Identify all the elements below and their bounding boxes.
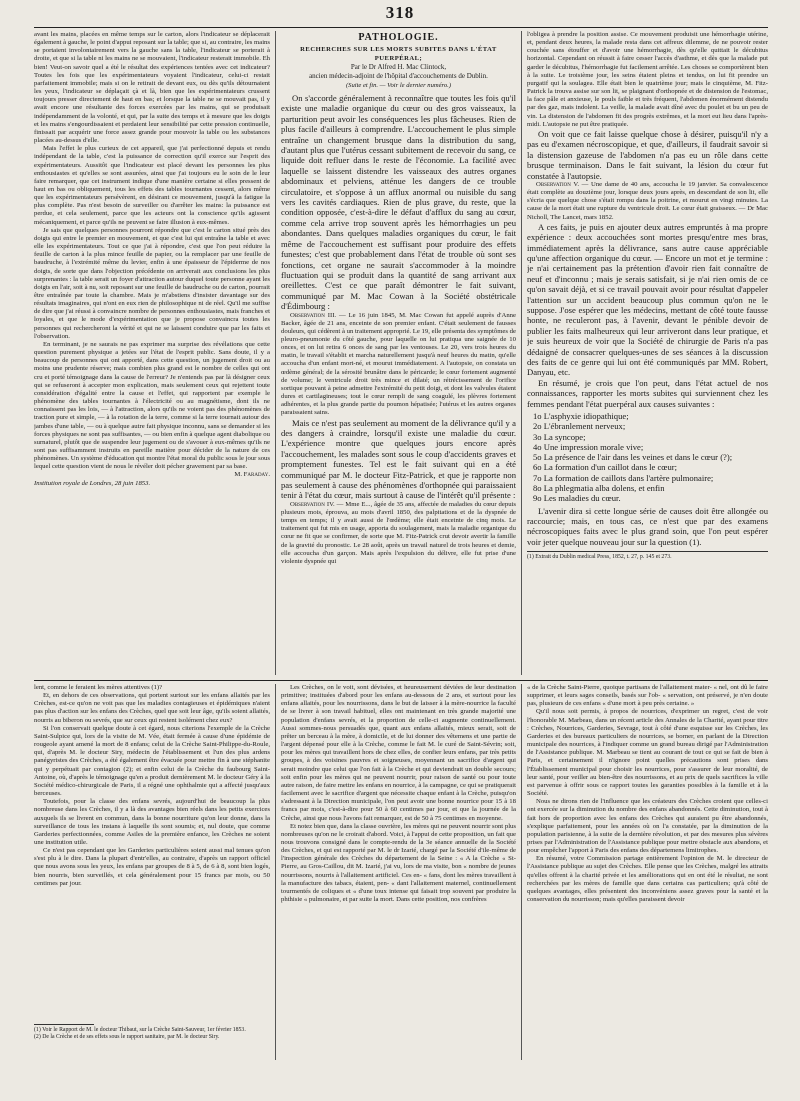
section-title: PATHOLOGIE. xyxy=(358,32,439,43)
creches-paragraph-8: « de la Crèche Saint-Pierre, quoique partisans de l'allaitement mater- « nel, ont dû le faire supprimer, et leurs sages conseils, basés sur l'ob- « servation, ont préservé, je n'en doute pas, plusieurs de ces enfans « d'une mort à peu près certaine. » xyxy=(527,684,768,708)
column-divider xyxy=(275,684,276,1060)
faraday-paragraph-2: Mais l'effet le plus curieux de cet appareil, que j'ai perfectionné depuis et rendu indépendant de la table, c'est la puissance de correction qu'il exerce sur l'esprit des expérimentateurs. Aussitôt que l'indicateur est placé devant les personnes les plus enthousiastes et qu'elles se sont assurées, ainsi que j'ai toujours eu le soin de le leur faire remarquer, que cet instrument indique d'une manière certaine si elles pressent de haut en bas ou obliquement, tous les effets des tables tournantes cessent, alors même que les expérimentateurs persévèrent, en désirant ce mouvement, jusqu'à la fatigue la plus complète. Pas n'est besoin de surveiller ou d'arrêter les mains: la puissance est perdue, et cela seulement, parce que les acteurs ont la conscience qu'ils agissent mécaniquement, et parce qu'ils ne peuvent se faire illusion à eux-mêmes. xyxy=(34,145,270,226)
creches-paragraph-4: Toutefois, pour la classe des enfans sevrés, aujourd'hui de beaucoup la plus nombreuse dans les Crèches, il y a là des avantages bien réels dans les petits exercices auxquels ils se livrent en commun, dans la bonne nourriture qu'on leur donne, dans la surveillance de tous les instans à laquelle ils sont soumis; et, nul doute, que comme Garderies perfectionnées, comme Asiles de la première enfance, les Crèches ne soient une institution utile. xyxy=(34,798,270,846)
top-column-1 xyxy=(34,31,270,675)
list-item: 5o La présence de l'air dans les veines et dans le cœur (?); xyxy=(533,452,733,463)
top-column-3 xyxy=(527,31,768,675)
faraday-paragraph-1: avant les mains, placées en même temps sur le carton, alors l'indicateur se déplacerait également à gauche, le point d'appui reposant sur la table; que si, au contraire, les mains se portaient involontairement vers la gauche sans la table, l'indicateur se porterait à droite, et que si la table ni les mains ne se mouvaient, l'indicateur resterait immobile. Eh bien! Veut-on savoir quel a été le résultat des expériences tentées avec cet indicateur? Toutes les fois que les expérimentateurs voyaient l'indicateur, celui-ci restait parfaitement immobile; mais si on le retirait de devant eux, ou dès qu'ils détournaient les yeux, l'indicateur se déplaçait çà et là, bien que les expérimentateurs crussent toujours presser directement de haut en bas; et lorsque la table ne se mouvait pas, il y avait encore une résultante des forces exercées par les mains, qui se produisait indépendamment de la volonté, et qui, par la suite des temps et à mesure que les doigts et les mains s'engourdissaient et perdaient leur sensibilité par cette pression continuelle, finissait par acquérir une force assez grande pour mouvoir la table ou les substances placées au-dessus d'elle. xyxy=(34,31,270,145)
article-affiliation: ancien médecin-adjoint de l'hôpital d'accouchements de Dublin. xyxy=(309,72,488,80)
creches-paragraph-6: Les Crèches, on le voit, sont dévisées, et heureusement déviées de leur destination primitive; instituées d'abord pour les enfans au-dessous de 2 ans, et surtout pour les enfans allaités, pour les nourrissons, dans le but de laisser à la mère-nourrice la faculté de se livrer à son travail habituel, elles ont maintenant en très grande majorité une population d'enfans sevrés, et la proportion de celle-ci augmente continuellement. Aussi sommes-nous persuadés que, quant aux enfans allaités, mieux serait, soit de prêter un berceau à la mère, à domicile, et de lui donner des vêtemens et une partie de l'argent dépensé pour elle à la Crèche, comme le fait M. le curé de Saint-Sévrin; soit, pour les mères qui travaillent hors de chez elles, de confier leurs enfans, par très petits groupes, à des voisines pauvres et soigneuses, moyennant un sacrifice d'argent qui serait moindre que celui que l'on fait à la Crèche et qui deviendrait un double secours; soit enfin pour les mères qui ne peuvent nourrir, pour raison de santé ou pour toute autre raison, de faire mettre les enfans en nourrice, à la campagne, ce qui se pratiquerait facilement avec le sacrifice d'argent que nécessite chaque enfant à la Crèche, puisqu'on s'adressant à la Direction municipale, l'on peut avoir une bonne nourrice pour 15 à 18 francs par mois, c'est-à-dire pour 50 à 60 centimes par jour, et que la journée de la Crèche, ainsi que nous l'avons fait remarquer, est de 50 à 75 centimes en moyenne. xyxy=(281,684,516,822)
list-item: 3o La syncope; xyxy=(533,431,586,442)
observation-5-text: — Une dame de 40 ans, accoucha le 19 janvier. Sa convalescence était complète au douzième jour, lorsque deux jours après, en descendant de son lit, elle s'écria que quelque chose s'était rompu dans la poitrine, et mourut en vingt minutes. La cause de la mort était une rupture du ventricule droit. Le cœur était graisseux. — Dr Mac Nicholl, The Lancet, mars 1852. xyxy=(527,180,768,221)
observation-4-label: Observation IV. xyxy=(290,500,335,508)
continuation-paragraph: l'obligea à prendre la position assise. Ce mouvement produisit une hémorrhagie utérine, et, pendant deux heures, la malade resta dans cet affreux dilemme, de ne pouvoir rester couchée sans étouffer et d'avoir une hémorrhagie, dès qu'elle quittait le décubitus horizontal. Cependant on réussit à faire cesser l'accès d'asthme, et dès que la malade put garder le décubitus, l'hémorrhagie fut facilement arrêtée. Les choses se comportèrent bien à la suite. Le troisième jour, les seins étaient pleins et tendus, on lui fit prendre un purgatif qui la soulagea. Elle était bien le quatrième jour; mais le cinquième, M. Fitz-Patrick la trouva assise sur son lit, se plaignant d'orthopnée et de distension de l'estomac, la face pâle et anxieuse, le pouls faible et très fréquent, l'abdomen énormément distendu par des gaz, mais indolent. La veille, la malade avait dîné avec du poulet et bu un peu de vin. La distension de l'abdomen fit des progrès extrêmes, et la mort eut lieu dans l'après-midi. L'autopsie ne put être pratiquée. xyxy=(527,31,768,128)
observation-4-text: — Mme E..., âgée de 35 ans, affectée de maladies du cœur depuis plusieurs mois, éprouva, au mois d'avril 1850, des palpitations et de la dyspnée de temps en temps; il y avait aussi de l'œdème; elle était enceinte de cinq mois. Le traitement qui fut mis en usage, apporta du soulagement, mais la maladie organique du cœur ne fit que se confirmer, de sorte que M. Fitz-Patrick crut devoir avertir la famille de la gravité du pronostic. Le 28 août, après un travail naturel de trois heures et demie, elle accoucha d'un garçon. Mais après l'expulsion du délivre, elle fut prise d'une violente dyspnée qui xyxy=(281,500,516,565)
middle-text xyxy=(281,418,516,501)
faraday-paragraph-3: Je sais que quelques personnes pourront répondre que c'est le carton situé près des doigts qui entre le premier en mouvement, et que c'est lui qui entraîne la table et avec elle les expérimentateurs. Tout ce que j'ai à répondre, c'est que l'on peut réduire la feuille de carton à la plus mince feuille de papier, ou la remplacer par une feuille de baudruche, à l'extrémité même du levier, enfin à une épaisseur de l'épiderme de nos doigts, de sorte que dans l'objection précédente on arriverait aux conclusions les plus surprenantes : la table serait un foyer d'attraction autour duquel toute personne ayant les doigts en l'air, soit à nu, soit reposant sur une feuille de baudruche ou de carton, pourrait être entraînée par toute la chambre. Mais je m'abstiens d'insister davantage sur des résultats imaginaires, qui n'ont en eux rien de philosophique ni de réel. Qu'il me suffise de dire que j'ai réussi à convaincre nombre de personnes enthousiastes, mais franches et loyales, et que le mode d'expérimentation que je propose convaincra toutes les personnes qui rechercheront la vérité et qui ne se laissent conduire que par les faits et l'observation. xyxy=(34,226,270,340)
column-divider xyxy=(521,31,522,675)
column-divider xyxy=(275,31,276,675)
page-number: 318 xyxy=(385,3,415,22)
observation-5 xyxy=(527,181,768,222)
section-rule xyxy=(34,680,768,681)
footnote-rule xyxy=(34,1024,94,1025)
observation-3 xyxy=(281,312,516,418)
article-title: RECHERCHES SUR LES MORTS SUBITES DANS L'ÉTAT PUERPÉRAL; xyxy=(300,46,497,62)
middle-paragraph: Mais ce n'est pas seulement au moment de la délivrance qu'il y a des dangers à craindre, lorsqu'il existe une maladie du cœur. L'expérience montre que quelques jours encore après l'accouchement, les malades sont sous le coup d'accidents graves et promptement funestes. Tel est le fait suivant qui en a été communiqué par M. le docteur Fitz-Patrick, et que je rapporte non pas seulement à cause des phénomènes d'orthopnée qui paraissaient tenir à l'état du cœur, mais surtout à cause de l'intérêt qu'il présente : xyxy=(281,417,516,501)
bottom-footnotes xyxy=(34,1024,270,1041)
column-divider xyxy=(521,684,522,1060)
list-item: 1o L'asphyxie idiopathique; xyxy=(533,411,629,421)
creches-paragraph-1: lent, comme le feraient les mères attentives (1)? xyxy=(34,684,163,691)
faraday-signature: M. Faraday. xyxy=(234,471,270,479)
footnote: (2) De la Crèche et de ses effets sous le rapport sanitaire, par M. le docteur Siry. xyxy=(34,1034,220,1040)
list-item: 9o Les maladies du cœur. xyxy=(533,493,621,504)
footnote: (1) Voir le Rapport de M. le docteur Thibaut, sur la Crèche Saint-Sauveur, 1er février 1853. xyxy=(34,1027,246,1033)
observation-3-label: Observation III. xyxy=(290,311,337,319)
observation-4 xyxy=(281,501,516,566)
discussion-text xyxy=(527,129,768,181)
conclusion-paragraph-2: En résumé, je crois que l'on peut, dans l'état actuel de nos connaissances, rapporter les morts subites qui surviennent chez les femmes pendant l'état puerpéral aux causes suivantes : xyxy=(527,377,768,409)
bottom-column-3 xyxy=(527,684,768,1060)
list-item: 4o Une impression morale vive; xyxy=(533,441,644,452)
header-rule xyxy=(34,27,768,28)
creches-paragraph-10: Nous ne dirons rien de l'influence que les créateurs des Crèches croient que celles-ci ont exercée sur la diminution du nombre des enfans abandonnés. Cette diminution, tout à fait hors de proportion avec les enfans des Crèches qui auraient pu être abandonnés, s'explique parfaitement, pour les années où on l'a constatée, par la diminution de la population parisienne, à la suite de la dernière révolution, et par des mesures plus sévères prises par l'Administration de l'Assistance publique pour mettre obstacle aux abandons, et pour empêcher l'apport à Paris des enfans des départemens limitrophes. xyxy=(527,798,768,855)
article-continuation-note: (Suite et fin. — Voir le dernier numéro.) xyxy=(345,82,452,89)
creches-paragraph-2: Et, en dehors de ces observations, qui portent surtout sur les enfans allaités par les Crèches, est-ce qu'on ne voit pas que les maladies contagieuses et épidémiques n'aient pas plus d'action sur les enfans des Crèches, quel que soit leur âge, qu'ils soient allaités, nourris au biberon ou sevrés, que sur ceux qui restent isolément chez eux? xyxy=(34,692,270,724)
discussion-paragraph: On voit que ce fait laisse quelque chose à désirer, puisqu'il n'y a pas eu d'examen nécroscopique, et que, d'ailleurs, il faudrait savoir si la distension gazeuse de l'abdomen n'a pas eu un rôle dans cette brusque terminaison. Dans le fait suivant, la lésion du cœur fut constatée à l'autopsie. xyxy=(527,128,768,181)
bottom-column-2 xyxy=(281,684,516,1060)
final-paragraph: L'avenir dira si cette longue série de causes doit être allongée ou raccourcie; mais, en tous cas, ce n'est que par des examens nécroscopiques faits avec le plus grand soin, que l'on peut espérer voir jeter quelque nouveau jour sur la question (1). xyxy=(527,505,768,547)
creches-paragraph-9: Qu'il nous soit permis, à propos de nourrices, d'exprimer un regret, c'est de voir l'honorable M. Marbeau, dans un récent article des Annales de la Charité, ayant pour titre : Crèches, Nourrices, Garderies, Sevrage, tout à côté d'une esquisse sur les Crèches, les Garderies et des bureaux particuliers de nourrices, se borner, en parlant de la Direction municipale des nourrices, à l'indiquer comme un grand bureau dirigé par l'Administration de l'Assistance publique. M. Marbeau se tient au courant de tout ce qui se fait de bien à Paris, et certainement il n'ignore point quelles précautions sont prises dans l'Établissement municipal pour choisir les nourrices, pour s'assurer de leur moralité, de leur santé, pour veiller au bien-être des nourrissons, et au prix de quels sacrifices la ville est parvenue à offrir sous ce rapport toutes les garanties possibles à la famille et à la Société. xyxy=(527,708,768,798)
intro-paragraph: On s'accorde généralement à reconnaître que toutes les fois qu'il existe une maladie organique du cœur ou des gros vaisseaux, la parturition peut avoir les conséquences les plus fâcheuses. Rien de plus facile d'ailleurs à comprendre. L'accouchement le plus simple entraîne un changement brusque dans la distribution du sang, d'autant plus que l'utérus cessant subitement de recevoir du sang, ce liquide doit refluer dans le reste de l'économie. La facilité avec laquelle se laissent distendre les vaisseaux des autres organes abdominaux et pelviens, atténue les dangers de ce trouble circulatoire, et s'oppose à un afflux anormal ou nuisible du sang vers les cavités cardiaques. Rien de plus grave, du reste, que la condition opposée, c'est-à-dire le défaut d'afflux du sang au cœur, comme cela arrive trop souvent après les hémorrhagies un peu abondantes. Dans quelques maladies organiques du cœur, le fait même de l'accouchement est suffisant pour produire des effets funestes; c'est que probablement dans l'état de trouble où sont ses fonctions, cet organe ne saurait s'accommoder à la moindre fluctuation qui se produit dans la quantité de sang arrivant aux oreillettes. C'est ce que paraît démontrer le fait suivant, communiqué par M. Mac Cowan à la Société obstétricale d'Édimbourg : xyxy=(281,93,516,312)
observation-5-label: Observation V. xyxy=(536,180,580,188)
conclusion-paragraph-1: A ces faits, je puis en ajouter deux autres empruntés à ma propre expérience : deux accouchées sont mortes presqu'entre mes bras, immédiatement après la délivrance, sans autre cause appréciable qu'une affection organique du cœur. — Encore un mot et je termine : je n'ai certainement pas la prétention d'avoir rien fait connaître de neuf et d'inconnu ; mais je serais satisfait, si je n'ai rien omis de ce qu'on savait déjà, et si ce travail pouvait avoir pour résultat d'appeler l'attention sur un accident beaucoup plus commun qu'on ne le suppose. J'ose espérer que les médecins, mettant de côté toute fausse honte, ne reculeront pas, à l'avenir, devant le pénible devoir de publier les faits malheureux qui leur arriveront dans leur pratique, et je suis heureux de voir que la Société de chirurgie de Paris n'a pas dédaigné de consacrer quelques-unes de ses séances à la discussion des faits de ce genre qui lui ont été communiqués par MM. Robert, Danyau, etc. xyxy=(527,221,768,378)
creches-paragraph-11: En résumé, votre Commission partage entièrement l'opinion de M. le directeur de l'Assistance publique au sujet des Crèches. Elle pense que les Crèches, malgré les attraits qu'elles offrent à la charité privée et les améliorations qui en ont été le résultat, ne sont recherchées par les mères de famille que dans certains cas particuliers; qu'à côté de quelques avantages, elles présentent des inconvéniens assez graves pour la santé et la conservation du nourrisson; mais qu'elles paraissent devoir xyxy=(527,855,768,904)
list-item: 6o La formation d'un caillot dans le cœur; xyxy=(533,462,678,473)
causes-list xyxy=(533,411,768,504)
conclusion-text xyxy=(527,222,768,409)
creches-paragraph-5: Ce n'est pas cependant que les Garderies particulières soient aussi mal tenues qu'on s'est plu à le dire. Dans la plupart d'entr'elles, au contraire, d'après un rapport officiel que nous avons sous les yeux, les enfans par groupes de 8 à 5, de 6 à 8, sont bien logés, bien nourris, bien surveillés, et cela généralement pour 15 francs par mois, ou 50 centimes par jour. xyxy=(34,847,270,887)
creches-paragraph-7: Et notez bien que, dans la classe ouvrière, les mères qui ne peuvent nourrir sont plus nombreuses qu'on ne le croirait d'abord. Voici, à l'appui de cette proposition, un fait que nous trouvons consigné dans le compte-rendu de la 3e séance annuelle de la Société des Crèches, et qui est rapporté par M. le dr Izarié, chargé par la Société d'ile-même de l'inspection générale des Crèches du département de la Seine : « A la Crèche « St-Pierre, au Gros-Caillou, dit M. Izarié, j'ai vu, lors de ma visite, bon « nombre de jeunes nourrissons, nourris à l'allaitement artificiel. Ces en- « fans, dont les mères travaillent à la manufacture des tabacs, étaient, pen- « dant l'allaitement maternel, continuellement tourmentés de coliques et « d'une toux intense qui faisait trop souvent par produire la phthisie « pulmonaire, et par suite la mort. Dans cette position, nos confrères xyxy=(281,822,516,904)
list-item: 2o L'ébranlement nerveux; xyxy=(533,421,626,432)
list-item: 7o La formation de caillots dans l'artère pulmonaire; xyxy=(533,472,714,483)
article-byline: Par le Dr Alfred H. Mac Clintock, xyxy=(350,63,447,71)
faraday-signature-line xyxy=(34,471,270,479)
footnote: (1) Extrait du Dublin medical Press, 1852, t. 27, p. 145 et 273. xyxy=(527,551,768,561)
intro-text xyxy=(281,93,516,312)
creches-paragraph-3: Si l'on conservait quelque doute à cet égard, nous citerions l'exemple de la Crèche Saint-Sulpice qui, lors de la visite de M. Vée, était fermée à cause d'une épidémie de rougeole ayant amené la mort de 8 enfans; celui de la Crèche Saint-Philippe-du-Roule, qui, d'après M. le docteur Siry, médecin de l'établissement et l'un des plus ardens panégyristes des Crèches, a été également être évacuée pour mettre fin à une stéphanite qui y perpétuait par contagion (2); et enfin celui de la Crèche du faubourg Saint-Antoine, où, d'après le témoignage qu'en a produit dernièrement M. le docteur Géry à la Société médico-chirurgicale de Paris, il a régné une ophthalmie qui a affecté jusqu'aux berceuses. xyxy=(34,724,270,798)
faraday-institution: Institution royale de Londres, 28 juin 1853. xyxy=(34,479,151,487)
bottom-column-1 xyxy=(34,684,270,1022)
observation-3-text: — Le 16 juin 1845, M. Mac Cowan fut appelé auprès d'Anne Backer, âgée de 21 ans, enceinte de son premier enfant. C'était seulement de fausses douleurs, qui cédèrent à un traitement approprié. Le 19, elle présenta des symptômes de pleuro-pneumonie du côté gauche, pour laquelle on lui pratiqua une saignée de 10 onces, et on lui retira 6 onces de sang par les ventouses. Le 20, vers trois heures du matin, le travail s'établit et marcha naturellement jusqu'à neuf heures du matin, qu'elle accoucha d'un enfant mort-né, et mourut immédiatement. A l'autopsie, on constata un œdème général; de la sérosité brunâtre dans le péricarde; le cœur fortement augmenté de volume; le ventricule droit très mince et dilaté; un rétrécissement de l'orifice sortique pouvant à peine admettre l'extrémité du petit doigt, et dont les valvules étaient dures et cartilagineuses; tout le cœur rempli de sang coagulé, les plèvres fortement adhérentes, et la plus grande partie du poumon hépatisée; l'utérus et les autres organes paraissaient sains. xyxy=(281,311,516,417)
final-text xyxy=(527,506,768,548)
list-item: 8o La phlegmatia alba dolens, et enfin xyxy=(533,483,665,494)
top-column-2 xyxy=(281,31,516,675)
faraday-paragraph-4: En terminant, je ne saurais ne pas exprimer ma surprise des révélations que cette question purement physique a jetées sur l'état de l'esprit public. Sans doute, il y a beaucoup de personnes qui ont apporté, dans cette question, un jugement droit ou au moins une prudente réserve; mais combien plus grand est le nombre de celles qui ont cru et porté témoignage dans la cause de l'erreur? Je n'entends pas par là désigner ceux qui se refuseront à accepter mon explication, mais seulement ceux qui rejettent toute considération d'égalité entre la cause et l'effet, qui rapportent par exemple le phénomène des tables tournantes à l'électricité ou au magnétisme, dont ils ne connaissent pas les lois, — à l'attraction, alors qu'ils ne voient pas des phénomènes de traction pure et simple, — à la rotation de la terre, comme si la terre tournait autour des jambes d'une table, — ou à quelque autre fait physique inconnu, sans se demander si les forces physiques ne sont pas suffisantes, — ou bien enfin à quelque agent diabolique ou surnaturel, plutôt que de suspendre leur jugement ou de s'avouer à eux-mêmes qu'ils ne sont pas suffisamment instruits en pareille matière pour décider de la nature de ces phénomènes. Un système d'éducation qui montre l'état moral du public sous le jour sous lequel cette question vient de nous le révéler doit pécher gravement par sa base. xyxy=(34,340,270,471)
